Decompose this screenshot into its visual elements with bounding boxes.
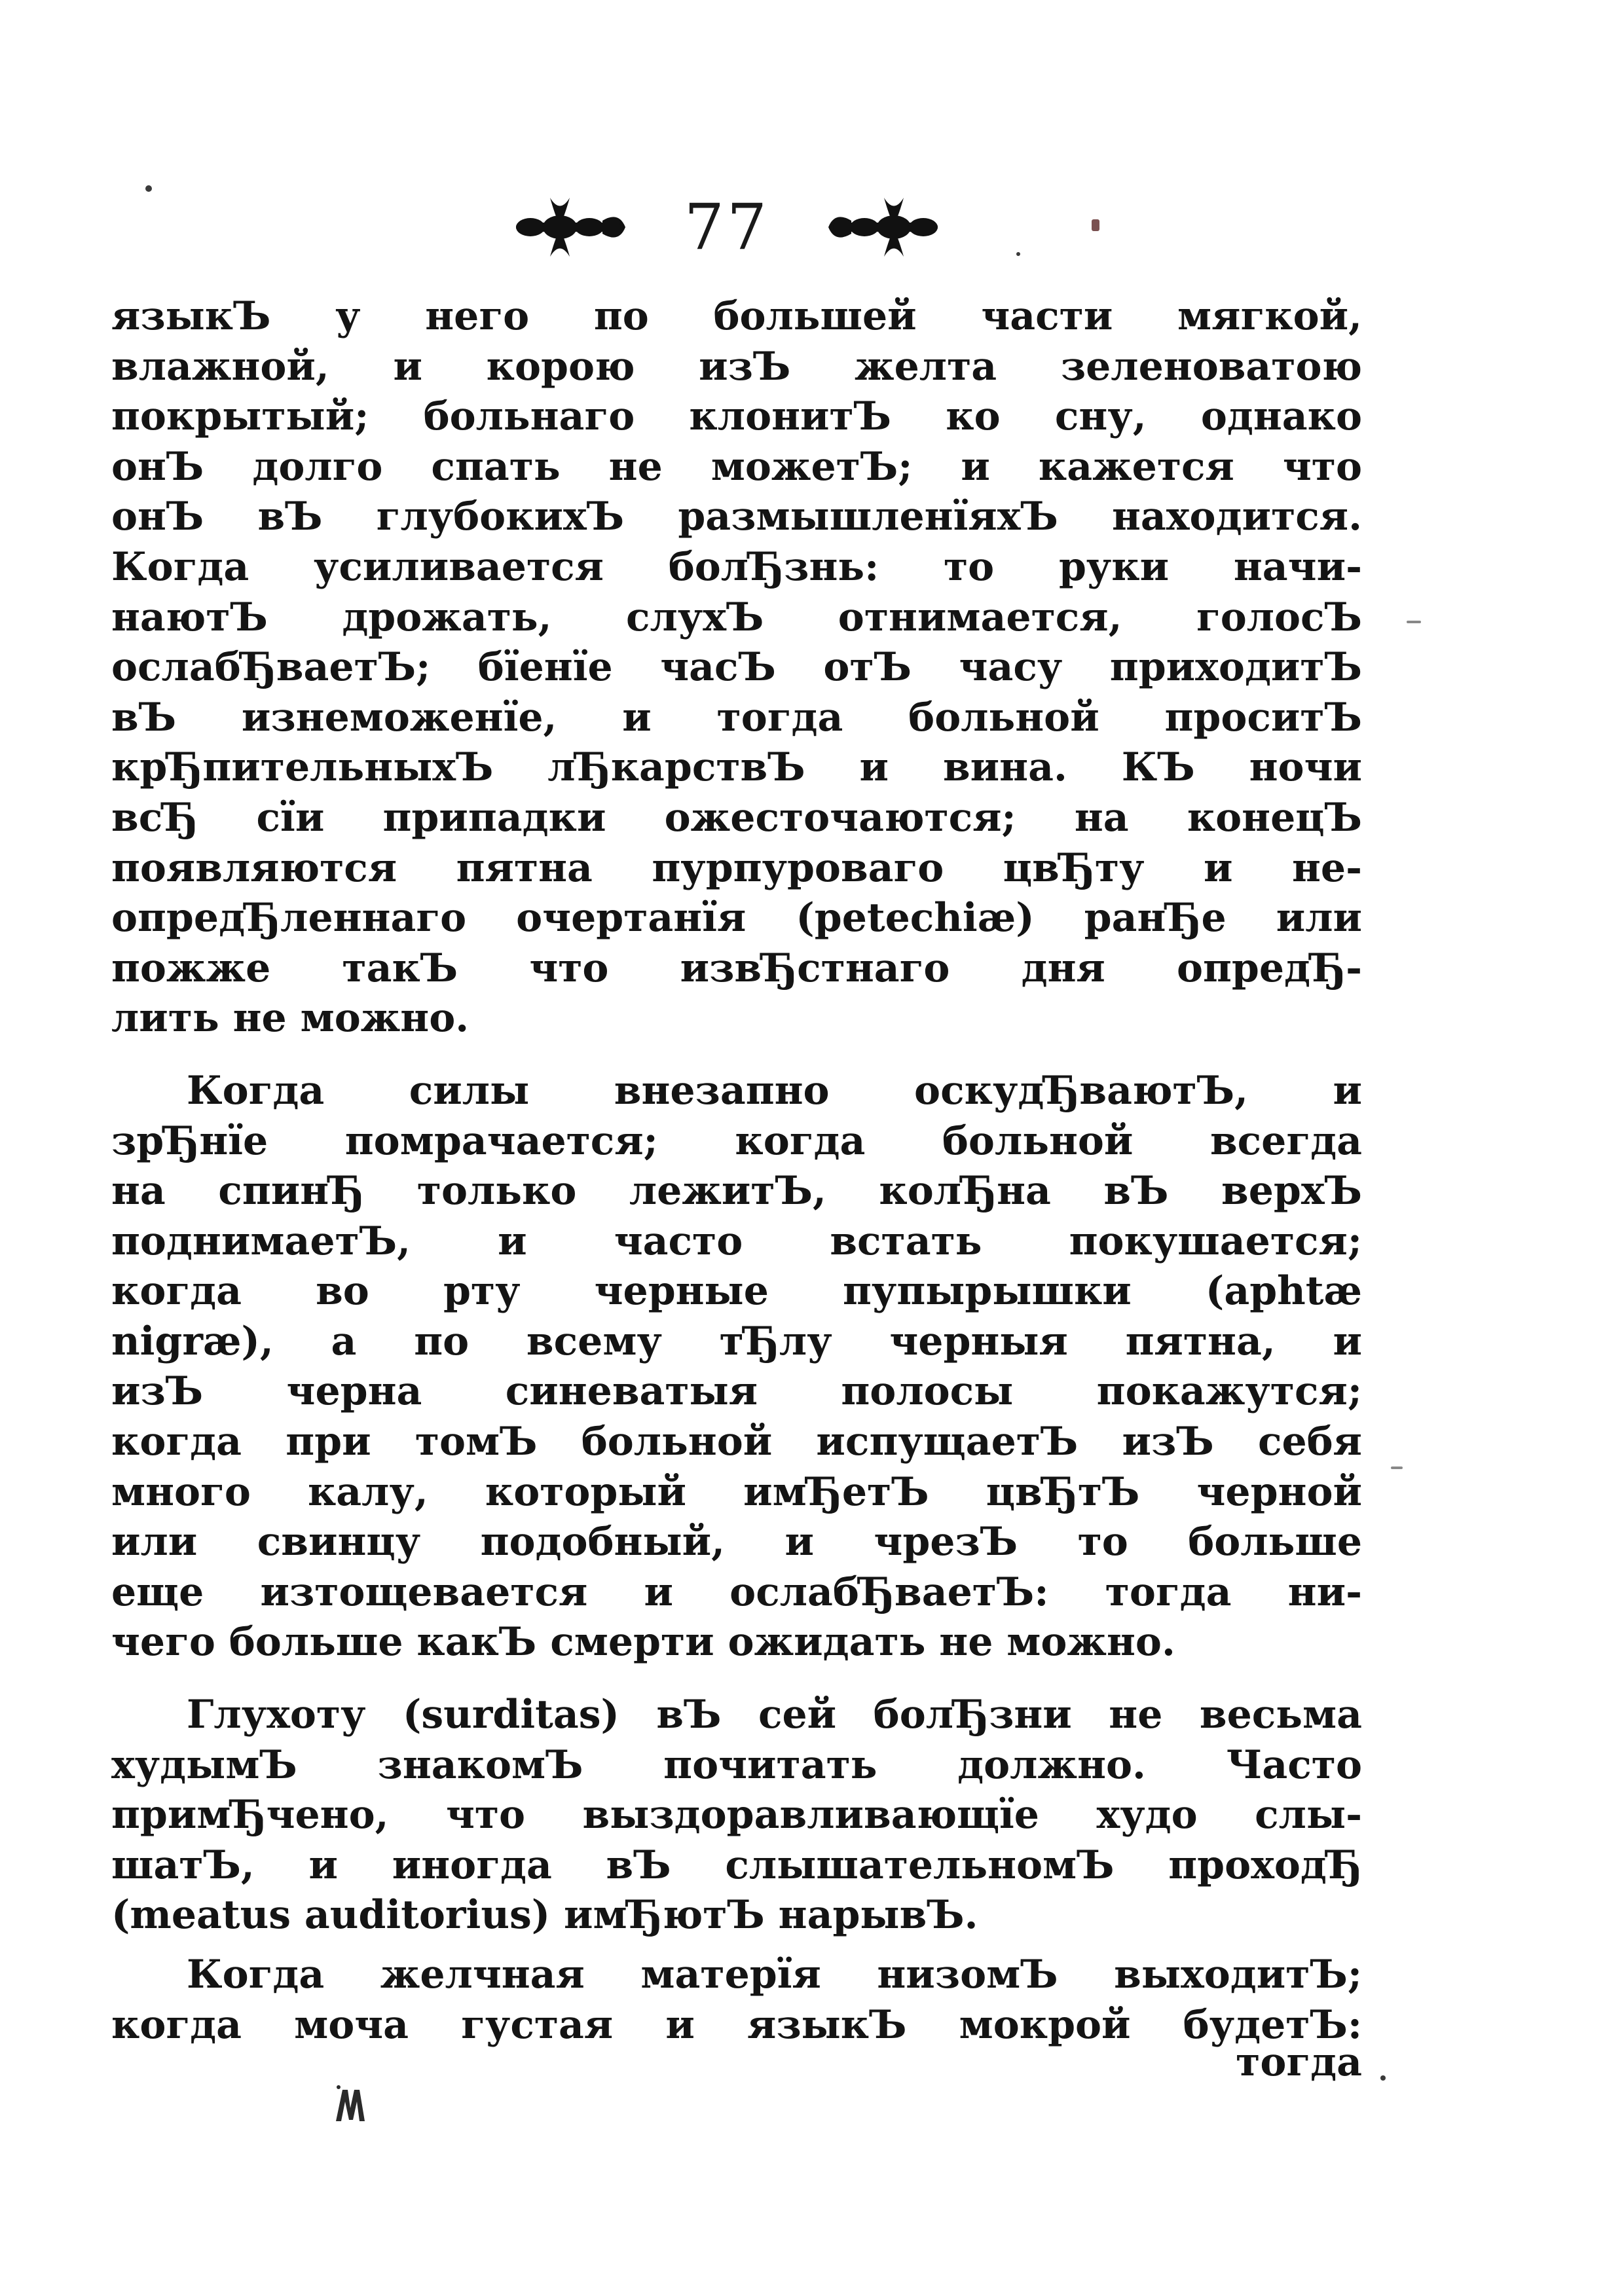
left-fleuron-ornament [511,191,629,263]
text-line: влажной, и корою изЪ желта зеленоватою [111,343,1362,390]
text-line: покрытый; больнаго клонитЪ ко сну, однако [111,393,1362,440]
signature-mark-icon [331,2082,370,2128]
page-header [511,178,943,276]
text-line: на спинЂ только лежитЪ, колЂна вЪ верхЪ [111,1168,1362,1214]
body-text [111,291,1362,2050]
text-line: языкЪ у него по большей части мягкой, [111,293,1362,339]
text-line: вЪ изнеможенїе, и тогда больной проситЪ [111,694,1362,740]
paragraph-1 [111,291,1362,1044]
text-line: Когда желчная матерїя низомЪ выходитЪ; [187,1952,1362,1997]
page-number: 77 [684,191,770,264]
text-line: худымЪ знакомЪ почитать должно. Часто [111,1741,1362,1788]
text-line: крЂпительныхЪ лЂкарствЪ и вина. КЪ ночи [111,744,1362,791]
ink-speck [1016,252,1020,256]
right-fleuron-ornament [825,191,943,263]
text-line: или свинцу подобный, и чрезЪ то больше [111,1519,1362,1565]
text-line: появляются пятна пурпуроваго цвЂту и не- [111,845,1362,891]
text-line: когда при томЪ больной испущаетЪ изЪ себя [111,1419,1362,1465]
ink-speck [145,185,152,192]
text-line: когда моча густая и языкЪ мокрой будетЪ: [111,2001,1362,2048]
text-line: поднимаетЪ, и часто встать покушается; [111,1218,1362,1264]
text-line: примЂчено, что выздоравливающїе худо слы- [111,1792,1362,1838]
text-line: опредЂленнаго очертанїя (petechiæ) ранЂе или [111,895,1362,941]
text-line: пожже такЪ что извЂстнаго дня опредЂ- [111,945,1362,991]
ink-speck [1407,621,1421,623]
catchword: тогда [1236,2039,1362,2085]
paragraph-2 [111,1066,1362,1667]
text-line: всЂ сїи припадки ожесточаются; на конецЪ [111,794,1362,841]
text-line: чего больше какЪ смерти ожидать не можно. [111,1619,1175,1666]
ink-speck [1380,2075,1386,2081]
text-line: наютЪ дрожать, слухЪ отнимается, голосЪ [111,594,1362,640]
text-line: ослабЂваетЪ; бїенїе часЪ отЪ часу приходитЪ [111,644,1362,691]
text-line: изЪ черна синеватыя полосы покажутся; [111,1368,1362,1415]
ink-speck [1391,1467,1403,1469]
text-line: Глухоту (surditas) вЪ сей болЂзни не весьма [187,1692,1362,1738]
text-line: онЪ долго спать не можетЪ; и кажется что [111,443,1362,490]
text-line: когда во рту черные пупырышки (aphtæ [111,1268,1362,1315]
paragraph-4 [111,1950,1362,2050]
ink-speck [1092,219,1099,231]
text-line: лить не можно. [111,995,470,1042]
text-line: шатЪ, и иногда вЪ слышательномЪ проходЂ [111,1842,1362,1888]
text-line: много калу, который имЂетЪ цвЂтЪ черной [111,1468,1362,1515]
text-line: зрЂнїе помрачается; когда больной всегда [111,1118,1362,1164]
text-line: (meatus auditorius) имЂютЪ нарывЪ. [111,1892,978,1939]
text-line: Когда силы внезапно оскудЂваютЪ, и [187,1067,1362,1114]
paragraph-3 [111,1690,1362,1941]
text-line: nigræ), а по всему тЂлу черныя пятна, и [111,1318,1362,1364]
text-line: еще изтощевается и ослабЂваетЪ: тогда ни- [111,1569,1362,1615]
text-line: онЪ вЪ глубокихЪ размышленїяхЪ находится. [111,494,1362,540]
text-line: Когда усиливается болЂзнь: то руки начи- [111,543,1362,590]
